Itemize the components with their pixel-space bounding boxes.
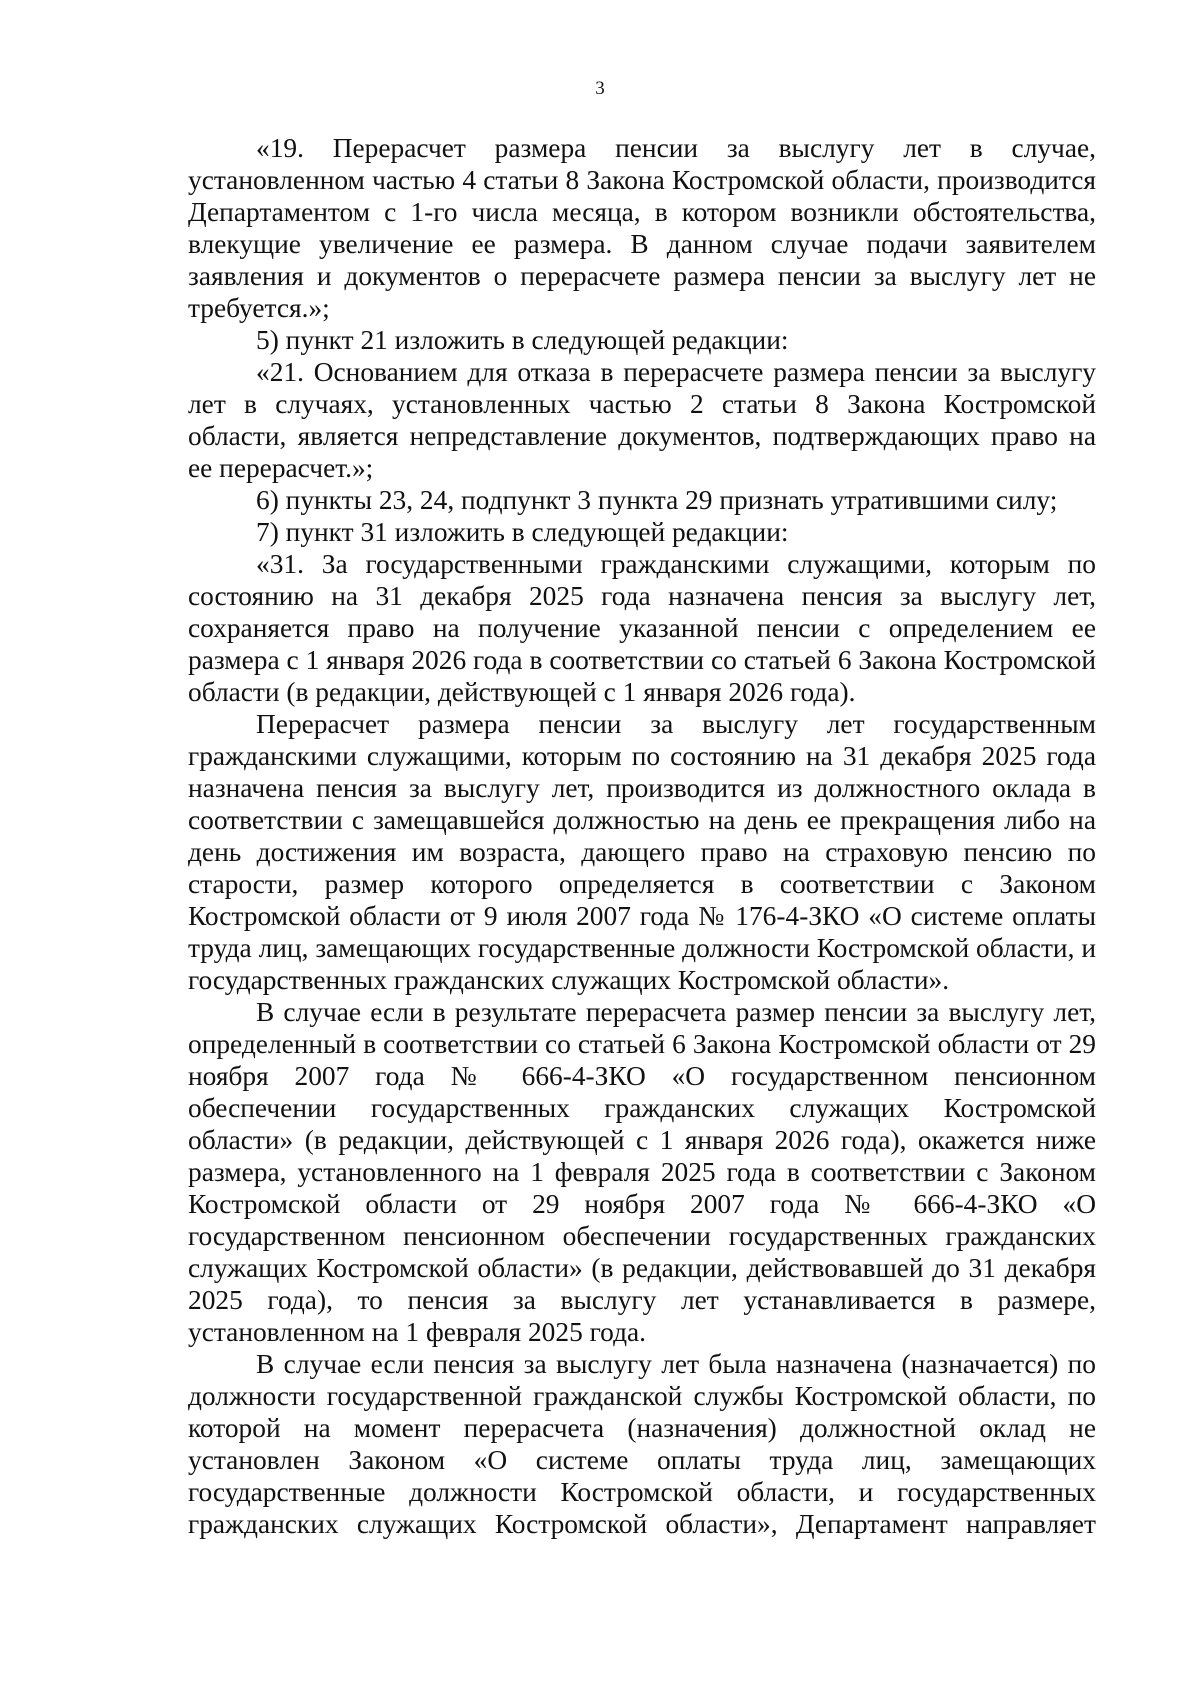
paragraph-point-19: «19. Перерасчет размера пенсии за выслугу лет в случае, установленном частью 4 статьи 8 Закона Костромской области, производится Департаментом с 1-го числа месяца, в котором возникли обстоятельства, влекущие увеличение ее размера. В данном случае подачи заявителем заявления и документов о перерасчете размера пенсии за выслугу лет не требуется.»; <box>188 133 1096 323</box>
paragraph-point-21: «21. Основанием для отказа в перерасчете размера пенсии за выслугу лет в случаях, установленных частью 2 статьи 8 Закона Костромской области, является непредставление документов, подтверждающих право на ее перерасчет.»; <box>188 357 1096 483</box>
paragraph-salary-not-established-case: В случае если пенсия за выслугу лет была назначена (назначается) по должности государственной гражданской службы Костромской области, по которой на момент перерасчета (назначения) должностной оклад не установлен Законом «О системе оплаты труда лиц, замещающих государственные должности Костромской области, и государственных гражданских служащих Костромской области», Департамент направляет <box>188 1349 1096 1539</box>
paragraph-recalculation: Перерасчет размера пенсии за выслугу лет государственным гражданскими служащими, которым по состоянию на 31 декабря 2025 года назначена пенсия за выслугу лет, производится из должностного оклада в соответствии с замещавшейся должностью на день ее прекращения либо на день достижения им возраста, дающего право на страховую пенсию по старости, размер которого определяется в соответствии с Законом Костромской области от 9 июля 2007 года № 176-4-ЗКО «О системе оплаты труда лиц, замещающих государственные должности Костромской области, и государственных гражданских служащих Костромской области». <box>188 709 1096 995</box>
page-number: 3 <box>595 78 605 99</box>
paragraph-item-7: 7) пункт 31 изложить в следующей редакции: <box>256 517 789 547</box>
document-body <box>188 132 1096 1540</box>
paragraph-item-6: 6) пункты 23, 24, подпункт 3 пункта 29 признать утратившими силу; <box>256 485 1058 515</box>
paragraph-item-5: 5) пункт 21 изложить в следующей редакции: <box>256 325 789 355</box>
paragraph-point-31: «31. За государственными гражданскими служащими, которым по состоянию на 31 декабря 2025 года назначена пенсия за выслугу лет, сохраняется право на получение указанной пенсии с определением ее размера с 1 января 2026 года в соответствии со статьей 6 Закона Костромской области (в редакции, действующей с 1 января 2026 года). <box>188 549 1096 707</box>
paragraph-lower-amount-case: В случае если в результате перерасчета размер пенсии за выслугу лет, определенный в соответствии со статьей 6 Закона Костромской области от 29 ноября 2007 года № 666-4-ЗКО «О государственном пенсионном обеспечении государственных гражданских служащих Костромской области» (в редакции, действующей с 1 января 2026 года), окажется ниже размера, установленного на 1 февраля 2025 года в соответствии с Законом Костромской области от 29 ноября 2007 года № 666-4-ЗКО «О государственном пенсионном обеспечении государственных гражданских служащих Костромской области» (в редакции, действовавшей до 31 декабря 2025 года), то пенсия за выслугу лет устанавливается в размере, установленном на 1 февраля 2025 года. <box>188 997 1096 1347</box>
